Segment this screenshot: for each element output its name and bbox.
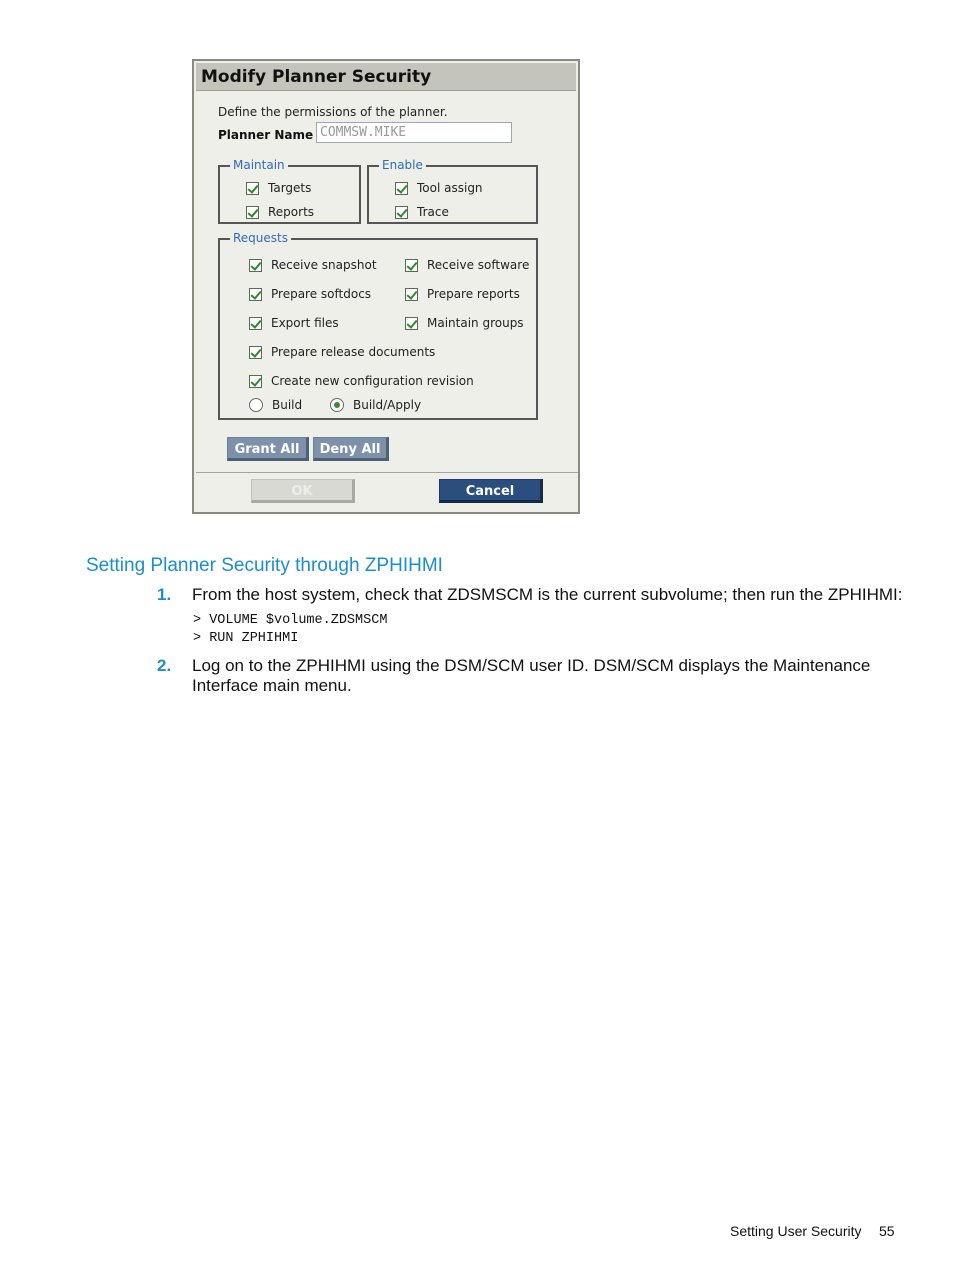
dialog-description: Define the permissions of the planner. — [218, 105, 448, 119]
section-heading: Setting Planner Security through ZPHIHMI — [86, 555, 443, 576]
checkbox-label: Create new configuration revision — [271, 374, 474, 388]
modify-planner-security-dialog — [192, 59, 580, 514]
checkbox-receive-snapshot[interactable] — [249, 258, 377, 272]
checkbox-checked-icon[interactable] — [249, 375, 262, 388]
checkbox-prepare-release-documents[interactable] — [249, 345, 435, 359]
step-line: Log on to the ZPHIHMI using the DSM/SCM user ID. DSM/SCM displays the Maintenance — [192, 656, 871, 675]
requests-group — [218, 231, 538, 420]
planner-name-label: Planner Name — [218, 128, 314, 142]
footer-section-title: Setting User Security — [730, 1223, 862, 1239]
checkbox-maintain-groups[interactable] — [405, 316, 524, 330]
checkbox-label: Trace — [417, 205, 449, 219]
radio-build-apply[interactable] — [330, 398, 421, 412]
dialog-separator — [196, 472, 578, 473]
radio-unselected-icon[interactable] — [249, 398, 263, 412]
enable-group — [367, 158, 538, 224]
checkbox-label: Maintain groups — [427, 316, 524, 330]
checkbox-label: Export files — [271, 316, 339, 330]
checkbox-label: Reports — [268, 205, 315, 219]
step-number: 1. — [157, 585, 172, 604]
checkbox-checked-icon[interactable] — [249, 317, 262, 330]
checkbox-trace[interactable] — [395, 205, 449, 219]
checkbox-label: Prepare release documents — [271, 345, 436, 359]
checkbox-checked-icon[interactable] — [246, 206, 259, 219]
radio-label: Build/Apply — [353, 398, 422, 412]
checkbox-prepare-reports[interactable] — [405, 287, 520, 301]
maintain-group — [218, 158, 361, 224]
step-line: Interface main menu. — [192, 676, 352, 695]
checkbox-targets[interactable] — [246, 181, 311, 195]
radio-label: Build — [272, 398, 303, 412]
checkbox-checked-icon[interactable] — [405, 317, 418, 330]
code-line: > VOLUME $volume.ZDSMSCM — [193, 613, 388, 628]
checkbox-reports[interactable] — [246, 205, 314, 219]
radio-selected-icon[interactable] — [330, 398, 344, 412]
deny-all-button[interactable]: Deny All — [313, 437, 389, 461]
checkbox-label: Receive software — [427, 258, 530, 272]
step-number: 2. — [157, 656, 172, 675]
checkbox-checked-icon[interactable] — [405, 259, 418, 272]
radio-build[interactable] — [249, 398, 302, 412]
ok-button[interactable]: OK — [251, 479, 355, 503]
checkbox-checked-icon[interactable] — [249, 259, 262, 272]
checkbox-label: Targets — [268, 181, 312, 195]
checkbox-receive-software[interactable] — [405, 258, 529, 272]
checkbox-prepare-softdocs[interactable] — [249, 287, 371, 301]
checkbox-label: Prepare reports — [427, 287, 520, 301]
dialog-title: Modify Planner Security — [196, 63, 576, 91]
checkbox-create-new-configuration-revision[interactable] — [249, 374, 474, 388]
maintain-legend: Maintain — [230, 158, 288, 172]
requests-legend: Requests — [230, 231, 291, 245]
checkbox-export-files[interactable] — [249, 316, 339, 330]
step-text — [192, 656, 870, 696]
planner-name-input[interactable]: COMMSW.MIKE — [316, 122, 512, 143]
checkbox-checked-icon[interactable] — [249, 346, 262, 359]
checkbox-checked-icon[interactable] — [246, 182, 259, 195]
checkbox-label: Receive snapshot — [271, 258, 377, 272]
step-line: From the host system, check that ZDSMSCM is the current subvolume; then run the ZPHIHMI: — [192, 585, 903, 604]
checkbox-label: Tool assign — [417, 181, 483, 195]
grant-all-button[interactable]: Grant All — [227, 437, 309, 461]
enable-legend: Enable — [379, 158, 426, 172]
code-line: > RUN ZPHIHMI — [193, 631, 299, 646]
checkbox-label: Prepare softdocs — [271, 287, 372, 301]
checkbox-checked-icon[interactable] — [395, 206, 408, 219]
cancel-button[interactable]: Cancel — [439, 479, 543, 503]
step-text — [192, 585, 902, 605]
checkbox-checked-icon[interactable] — [249, 288, 262, 301]
checkbox-checked-icon[interactable] — [405, 288, 418, 301]
checkbox-checked-icon[interactable] — [395, 182, 408, 195]
footer-page-number: 55 — [879, 1223, 895, 1239]
checkbox-tool-assign[interactable] — [395, 181, 483, 195]
